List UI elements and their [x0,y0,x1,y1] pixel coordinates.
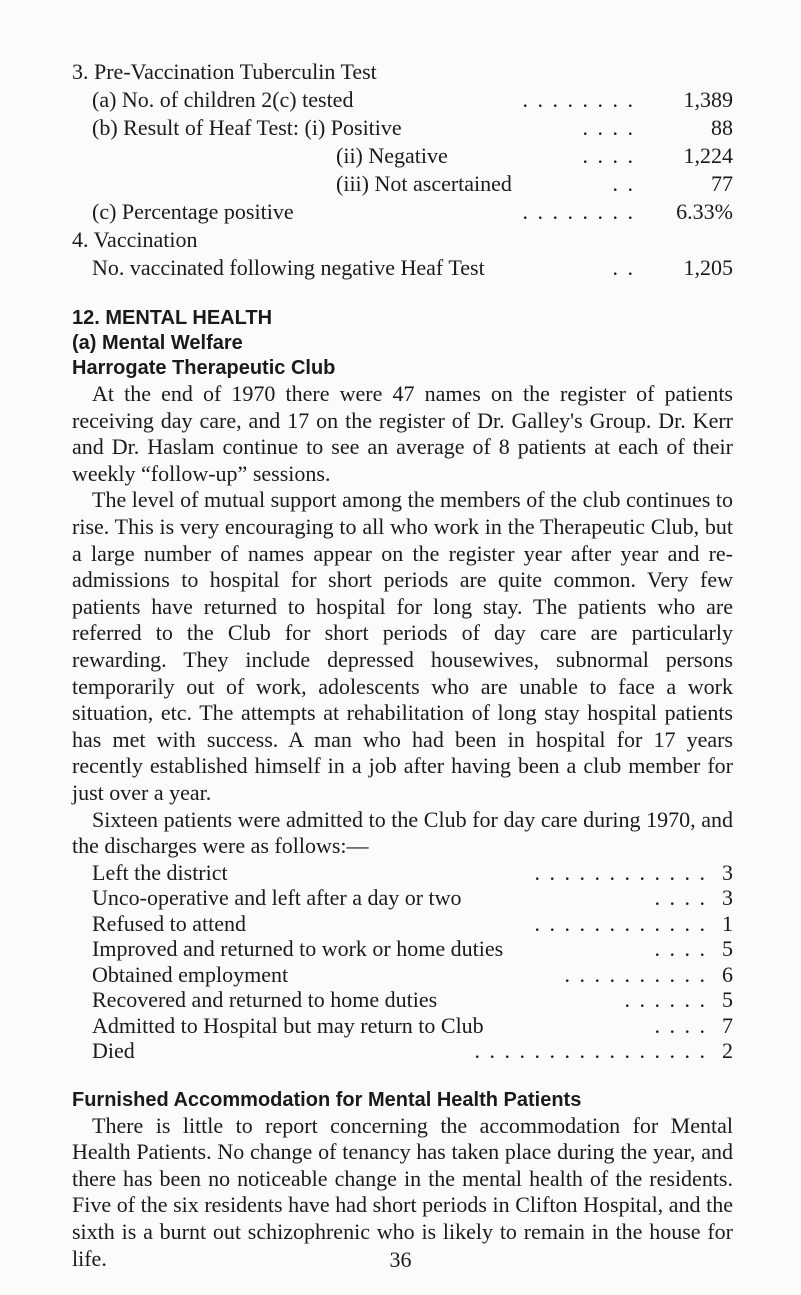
list-item: Left the district . . . . . . . . . . . . 3 [92,859,733,885]
list-item: Admitted to Hospital but may return to Club . . . . 7 [92,1012,733,1038]
paragraph-4: There is little to report concerning the accommodation for Mental Health Patients. No change of tenancy has taken place during the year, and there has been no noticeable change in the mental health of the residents. Five of the six residents have had short periods in Clifton Hospital, and the sixth is a burnt out schizophrenic who is likely to remain in the house for life. [72,1112,733,1271]
section-heading: 12. MENTAL HEALTH [72,307,273,329]
sec3-row-b: (b) Result of Heaf Test: (i) Positive . . . . 88 [92,115,733,140]
sec3-row-b2: (ii) Negative . . . . 1,224 [336,143,733,168]
list-item: Unco-operative and left after a day or two . . . . 3 [92,885,733,911]
paragraph-1: At the end of 1970 there were 47 names on the register of patients receiving day care, and 17 on the register of Dr. Galley's Group. Dr. Kerr and Dr. Haslam continue to see an average of 8 patients at each of their weekly “follow-up” sessions. [72,381,733,486]
sec3-row-a: (a) No. of children 2(c) tested . . . . . . . . 1,389 [92,87,733,112]
list-item: Recovered and returned to home duties . . . . . . 5 [92,987,733,1013]
sec4-title: 4. Vaccination [72,227,198,252]
list-item: Died . . . . . . . . . . . . . . . . 2 [92,1038,733,1064]
page-number: 36 [389,1247,412,1272]
paragraph-3: Sixteen patients were admitted to the Club for day care during 1970, and the discharges were as follows:— [72,806,733,859]
sec4-row: No. vaccinated following negative Heaf Test . . 1,205 [92,255,733,280]
list-item: Refused to attend . . . . . . . . . . . . 1 [92,910,733,936]
subsection-heading: (a) Mental Welfare [72,332,243,354]
sec3-row-c: (c) Percentage positive . . . . . . . . 6.33% [92,199,733,224]
paragraph-2: The level of mutual support among the members of the club continues to rise. This is very encouraging to all who work in the Therapeutic Club, but a large number of names appear on the register year after year and re-admissions to hospital for short periods are quite common. Very few patients have returned to hospital for long stay. The patients who are referred to the Club for short periods of day care are particularly rewarding. They include depressed housewives, subnormal persons temporarily out of work, adolescents who are unable to face a work situation, etc. The attempts at rehabilitation of long stay hospital patients has met with success. A man who had been in hospital for 17 years recently established himself in a job after having been a club member for just over a year. [72,487,733,805]
list-item: Improved and returned to work or home duties . . . . 5 [92,936,733,962]
sec3-row-b3: (iii) Not ascertained . . 77 [336,171,733,196]
accommodation-heading: Furnished Accommodation for Mental Health Patients [72,1088,582,1111]
club-heading: Harrogate Therapeutic Club [72,357,336,379]
discharges-list [72,860,733,1064]
sec3-title: 3. Pre-Vaccination Tuberculin Test [72,59,377,84]
list-item: Obtained employment . . . . . . . . . . 6 [92,961,733,987]
